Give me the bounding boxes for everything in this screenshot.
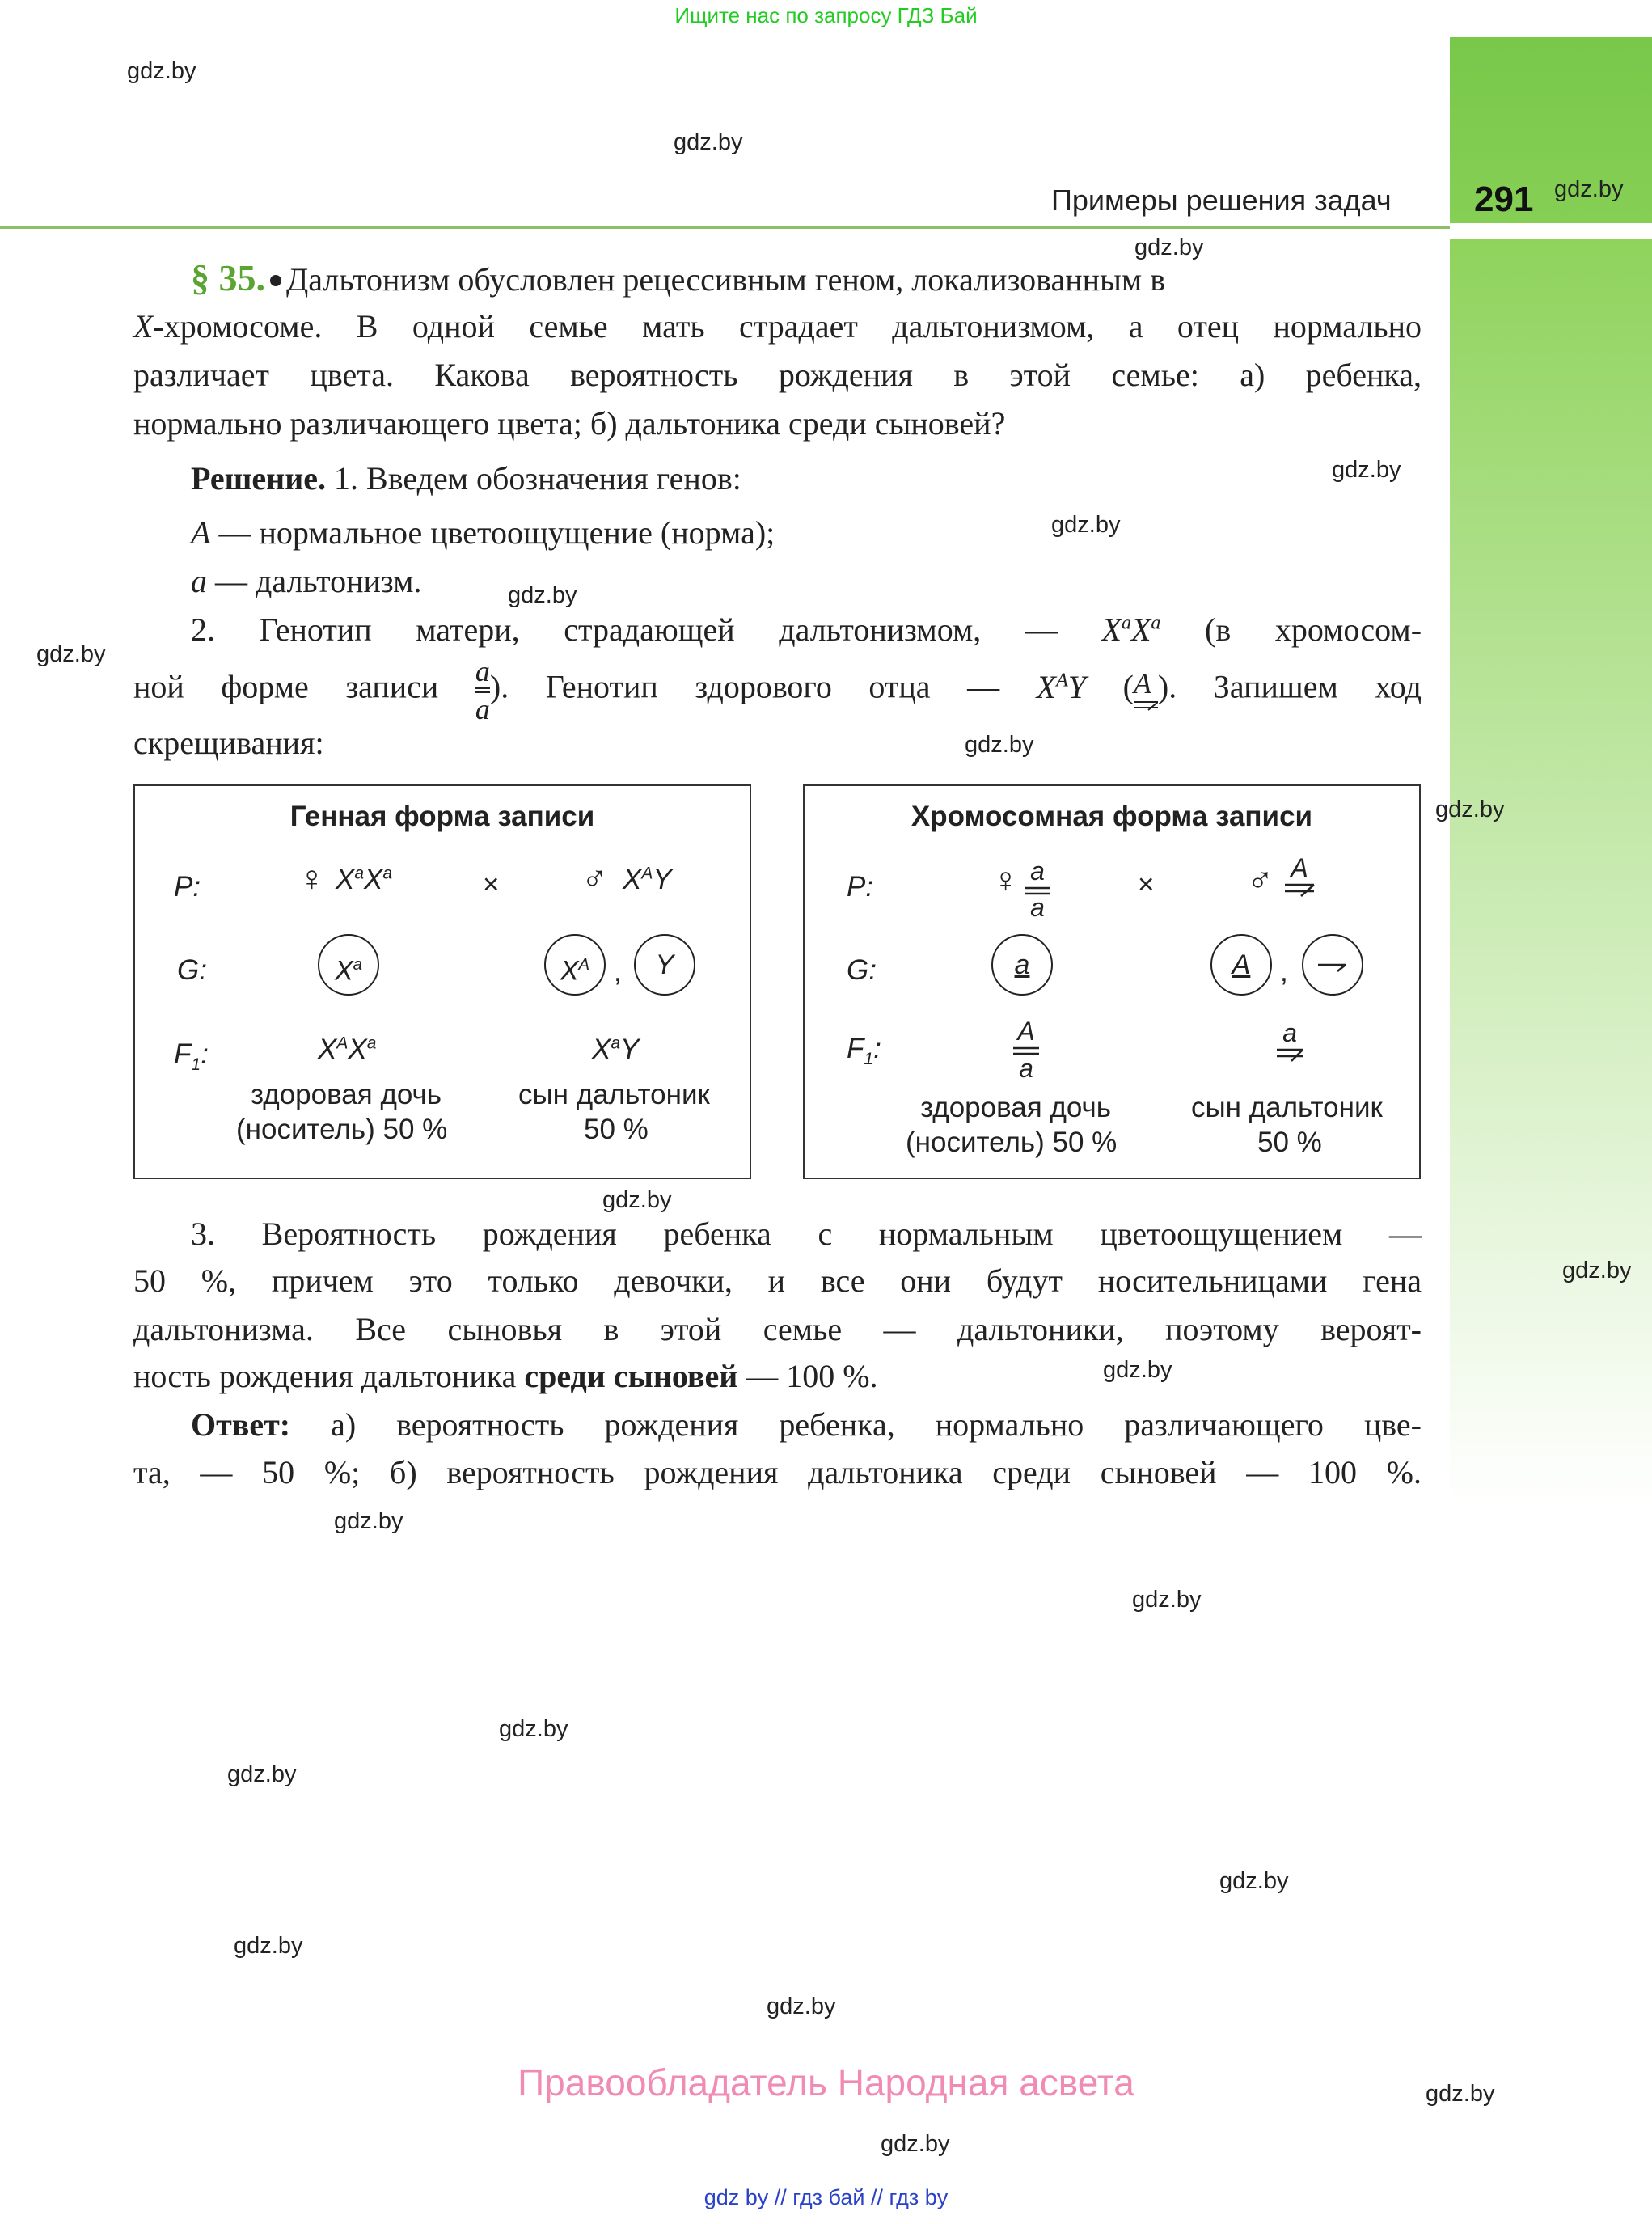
watermark: gdz.by — [767, 1994, 836, 2019]
gamete-father-y — [1302, 934, 1363, 996]
step-3-line-4: ность рождения дальтоника среди сыновей — 100 %. — [133, 1358, 878, 1394]
comma: , — [1280, 956, 1288, 987]
chromosome-form-title: Хромосомная форма записи — [911, 801, 1313, 832]
son-desc-2: 50 % — [584, 1114, 649, 1145]
solution-step-2: 2. Генотип матери, страдающей дальтонизмом, — $X^aX^a$ (в хромосом- — [191, 611, 1422, 648]
problem-line-4: нормально различающего цвета; б) дальтоника среди сыновей? — [133, 405, 1006, 442]
bullet-icon — [270, 275, 281, 286]
watermark: gdz.by — [881, 2131, 950, 2157]
copyright-notice: Правообладатель Народная асвета — [518, 2061, 1134, 2103]
watermark: gdz.by — [1134, 235, 1204, 260]
footer-links[interactable]: gdz by // гдз бай // гдз by — [703, 2185, 949, 2209]
watermark: gdz.by — [602, 1187, 672, 1213]
cross-sign: × — [1138, 869, 1155, 900]
father-chromosomes — [1282, 852, 1317, 901]
watermark: gdz.by — [1426, 2081, 1495, 2107]
problem-line-1: § 35. Дальтонизм обусловлен рецессивным геном, локализованным в — [191, 257, 1166, 298]
watermark: gdz.by — [1219, 1868, 1289, 1894]
daughter-genotype: $X^AX^a$ — [318, 1034, 377, 1065]
female-icon: ♀ — [992, 860, 1019, 900]
p-label: P: — [174, 871, 201, 903]
watermark: gdz.by — [1051, 512, 1121, 538]
answer-line-2: та, — 50 %; б) вероятность рождения дальтоника среди сыновей — 100 %. — [133, 1454, 1422, 1490]
gamete-mother: $X^a$ — [318, 934, 379, 996]
daughter-desc-2: (носитель) 50 % — [236, 1114, 448, 1145]
step-3-line-2: 50 %, причем это только девочки, и все они будут носительницами гена — [133, 1262, 1422, 1299]
top-banner[interactable]: Ищите нас по запросу ГДЗ Бай — [674, 3, 978, 27]
gene-A-definition: A — нормальное цветоощущение (норма); — [191, 514, 775, 551]
side-strip — [1450, 239, 1652, 2050]
gamete-father-x: $X^A$ — [544, 934, 606, 996]
mother-chromosomes — [1021, 856, 1054, 920]
son-chromosomes — [1274, 1021, 1306, 1069]
watermark: gdz.by — [965, 732, 1034, 758]
solution-label: Решение. — [191, 460, 327, 497]
svg-text:a: a — [1030, 893, 1045, 920]
father-genotype: $X^AY$ — [623, 864, 672, 895]
f1-label: $F_1$: — [174, 1038, 209, 1074]
son-desc: сын дальтоник — [518, 1079, 710, 1110]
watermark: gdz.by — [499, 1716, 568, 1742]
step-3-line-3: дальтонизма. Все сыновья в этой семье — дальтоники, поэтому вероят- — [133, 1311, 1422, 1347]
f1-label: $F_1$: — [847, 1033, 881, 1068]
svg-text:A: A — [1017, 1017, 1035, 1046]
g-label: G: — [847, 954, 877, 986]
svg-text:a: a — [1019, 1054, 1033, 1080]
section-number: § 35. — [191, 257, 265, 298]
gene-a-definition: a — дальтонизм. — [191, 563, 422, 599]
answer-line-1: Ответ: а) вероятность рождения ребенка, нормально различающего цве- — [191, 1406, 1422, 1443]
watermark: gdz.by — [227, 1761, 297, 1787]
svg-text:A: A — [1291, 853, 1308, 882]
p-label: P: — [847, 871, 874, 903]
watermark: gdz.by — [1554, 176, 1624, 202]
watermark: gdz.by — [127, 58, 196, 84]
running-header: Примеры решения задач — [1051, 184, 1392, 217]
page-number: 291 — [1474, 180, 1534, 219]
watermark: gdz.by — [334, 1508, 403, 1534]
watermark: gdz.by — [234, 1933, 303, 1959]
watermark: gdz.by — [674, 129, 743, 155]
answer-label: Ответ: — [191, 1406, 291, 1443]
watermark: gdz.by — [1132, 1587, 1202, 1613]
son-desc: сын дальтоник — [1191, 1092, 1383, 1123]
daughter-desc-2: (носитель) 50 % — [906, 1127, 1118, 1158]
gamete-father-a: A — [1210, 934, 1272, 996]
watermark: gdz.by — [1435, 797, 1505, 822]
watermark: gdz.by — [508, 582, 577, 608]
cross-sign: × — [483, 869, 500, 900]
son-genotype: $X^aY$ — [592, 1034, 640, 1065]
svg-text:a: a — [1282, 1021, 1297, 1047]
watermark: gdz.by — [36, 641, 106, 667]
gene-form-box — [133, 784, 751, 1179]
mother-genotype: $X^aX^a$ — [336, 864, 393, 895]
son-desc-2: 50 % — [1257, 1127, 1322, 1158]
gene-form-title: Генная форма записи — [289, 801, 595, 832]
solution-step-2-cont: ной форме записи a a ). Генотип здорового отца — $X^AY$ ( A ). Запишем ход — [133, 655, 1422, 725]
female-icon: ♀ — [298, 859, 325, 898]
chromosome-form-box — [803, 784, 1421, 1179]
solution-step-2-end: скрещивания: — [133, 725, 324, 761]
step-3-line-1: 3. Вероятность рождения ребенка с нормальным цветоощущением — — [191, 1216, 1422, 1252]
problem-line-2: X-хромосоме. В одной семье мать страдает дальтонизмом, а отец нормально — [133, 308, 1422, 345]
daughter-desc: здоровая дочь — [920, 1092, 1112, 1123]
g-label: G: — [177, 954, 207, 986]
watermark: gdz.by — [1103, 1357, 1172, 1383]
daughter-chromosomes — [1008, 1016, 1044, 1080]
watermark: gdz.by — [1562, 1258, 1632, 1283]
solution-step-1: Решение. 1. Введем обозначения генов: — [191, 460, 741, 497]
gamete-father-y: Y — [634, 934, 695, 996]
daughter-desc: здоровая дочь — [251, 1079, 442, 1110]
header-divider — [0, 226, 1450, 229]
male-icon: ♂ — [1247, 860, 1274, 900]
comma: , — [614, 956, 622, 987]
male-icon: ♂ — [581, 859, 608, 898]
watermark: gdz.by — [1332, 457, 1401, 483]
problem-line-3: различает цвета. Какова вероятность рождения в этой семье: а) ребенка, — [133, 357, 1422, 393]
svg-text:a: a — [1030, 856, 1045, 886]
gamete-mother: a — [991, 934, 1053, 996]
